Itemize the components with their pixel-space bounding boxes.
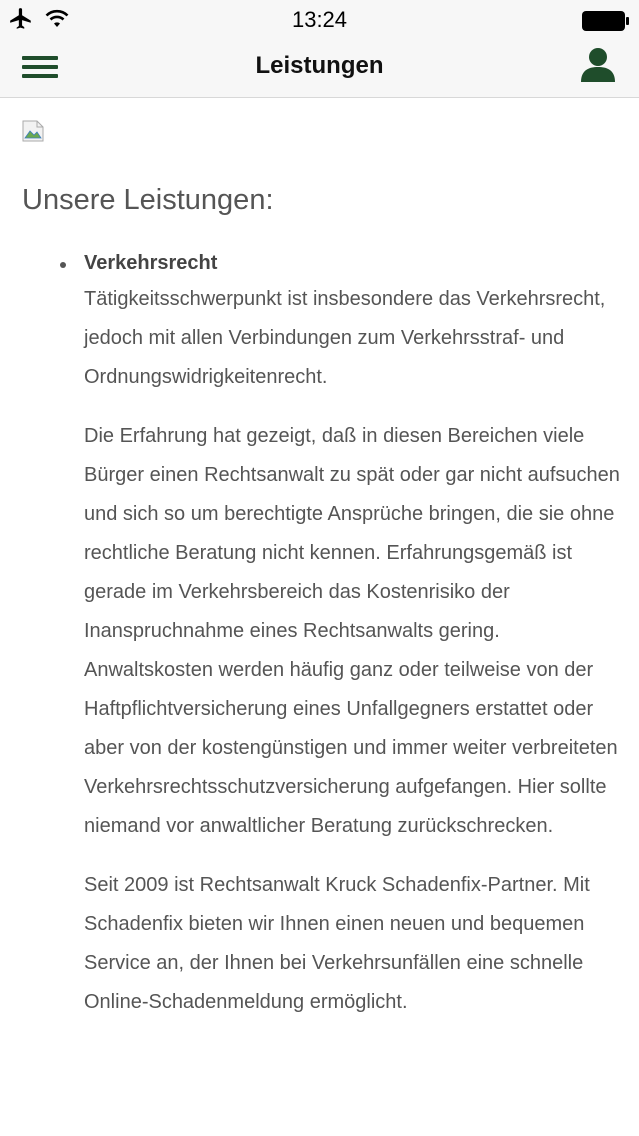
paragraph: Seit 2009 ist Rechtsanwalt Kruck Schadenfix-Partner. Mit Schadenfix bieten wir Ihnen einen neuen und bequemen Service an, der Ihnen bei Verkehrsunfällen eine schnelle Online-Schadenmeldung ermöglicht.	[84, 874, 590, 1013]
paragraph: Die Erfahrung hat gezeigt, daß in diesen Bereichen viele Bürger einen Rechtsanwalt zu spät oder gar nicht aufsuchen und sich so um berechtigte Ansprüche bringen, die sie ohne rechtliche Beratung nicht kennen. Erfahrungsgemäß ist gerade im Verkehrsbereich das Kostenrisiko der Inanspruchnahme eines Rechtsanwalts gering. Anwaltskosten werden häufig ganz oder teilweise von der Haftpflichtversicherung eines Unfallgegners erstattet oder aber von der kostengünstigen und immer weiter verbreiteten Verkehrsrechtsschutzversicherung aufgefangen. Hier sollte niemand vor anwaltlicher Beratung zurückschrecken.	[84, 425, 620, 837]
item-title: Verkehrsrecht	[84, 252, 218, 274]
bullet	[60, 262, 66, 268]
status-right	[581, 10, 631, 37]
battery-icon	[581, 10, 631, 32]
status-bar	[0, 0, 639, 40]
services-list	[0, 246, 624, 1042]
page-title: Leistungen	[255, 52, 384, 79]
navigation-bar	[0, 40, 639, 98]
list-item	[84, 246, 624, 1022]
profile-button[interactable]	[579, 46, 617, 84]
section-heading: Unsere Leistungen:	[22, 184, 274, 216]
paragraph: Tätigkeitsschwerpunkt ist insbesondere das Verkehrsrecht, jedoch mit allen Verbindungen zum Verkehrsstraf- und Ordnungswidrigkeitenrecht.	[84, 288, 606, 388]
content-area[interactable]	[0, 98, 639, 1136]
user-profile-icon	[579, 46, 617, 84]
status-time: 13:24	[291, 7, 348, 32]
broken-image-icon	[22, 120, 44, 142]
